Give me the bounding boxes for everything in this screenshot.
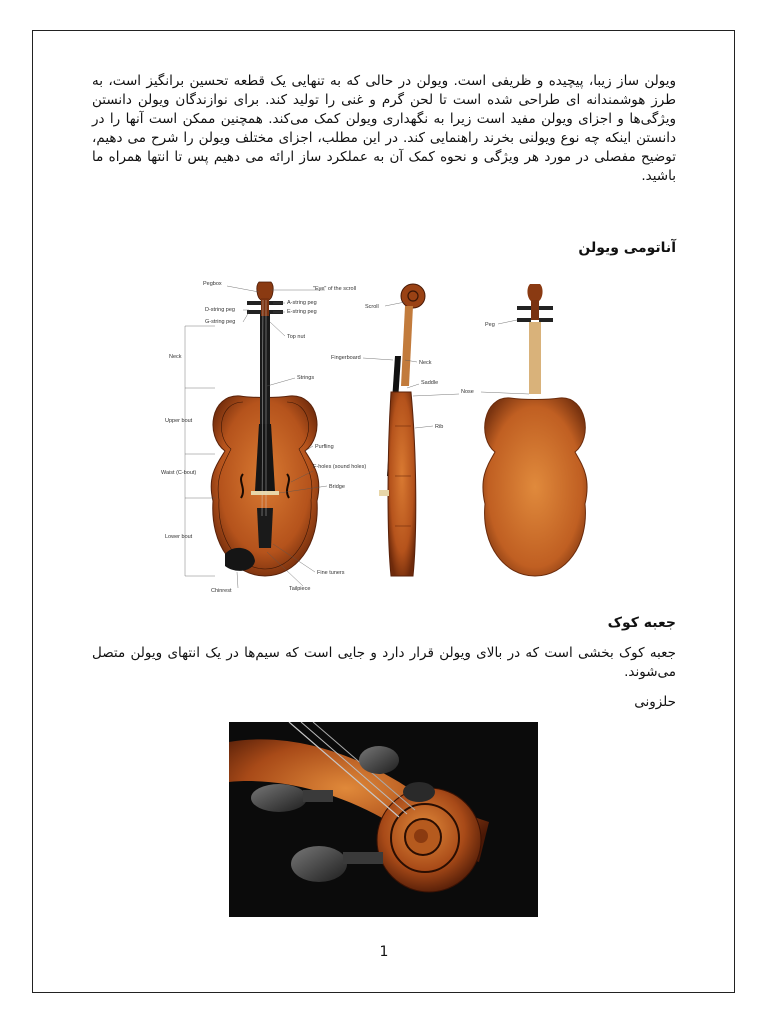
label-g-string-peg: G-string peg — [205, 319, 236, 325]
label-purfling: Purfling — [315, 444, 334, 450]
label-rib: Rib — [435, 424, 444, 430]
label-fine-tuners: Fine tuners — [317, 570, 345, 576]
scroll-caption: حلزونی — [634, 694, 676, 710]
label-nose: Nose — [461, 389, 474, 395]
label-chinrest: Chinrest — [211, 588, 232, 594]
label-saddle: Saddle — [421, 380, 439, 386]
label-peg: Peg — [485, 322, 495, 328]
page-number: 1 — [379, 944, 389, 960]
violin-back-view — [483, 284, 587, 576]
label-neck-side: Neck — [419, 360, 432, 366]
label-d-string-peg: D-string peg — [205, 307, 235, 313]
label-lower-bout: Lower bout — [165, 534, 193, 540]
violin-front-view — [211, 282, 319, 576]
label-upper-bout: Upper bout — [165, 418, 193, 424]
label-fingerboard: Fingerboard — [331, 355, 361, 361]
pegbox-heading: جعبه کوک — [607, 615, 676, 631]
pegbox-paragraph: جعبه کوک بخشی است که در بالای ویولن قرار دارد و جایی است که سیم‌ها در یک انتهای ویولن متصل می‌شوند. — [92, 645, 676, 680]
label-top-nut: Top nut — [287, 334, 306, 340]
label-e-string-peg: E-string peg — [287, 309, 317, 315]
label-scroll: Scroll — [365, 304, 379, 310]
label-a-string-peg: A-string peg — [287, 300, 317, 306]
violin-scroll-photo — [229, 722, 538, 917]
violin-side-view — [379, 284, 425, 576]
label-f-holes: F-holes (sound holes) — [313, 464, 367, 470]
label-tailpiece: Tailpiece — [289, 586, 311, 592]
anatomy-heading: آناتومی ویولن — [578, 240, 676, 256]
label-neck: Neck — [169, 354, 182, 360]
violin-anatomy-diagram — [155, 276, 595, 596]
intro-paragraph: ویولن ساز زیبا، پیچیده و ظریفی است. ویولن در حالی که به تنهایی یک قطعه تحسین برانگیز است، به طرز هوشمندانه ای طراحی شده است تا لحن گرم و غنی را تولید کند. برای نوازندگان ویولن دانستن ویژگی‌ها و اجزای ویولن مفید است زیرا به نگهداری ویولن کمک می‌کند. همچنین ممکن است آنها را در دانستن اینکه چه نوع ویولنی بخرند راهنمایی کند. در این مطلب، اجزای مختلف ویولن را شرح می دهیم، توضیح مفصلی در مورد هر ویژگی و نحوه کمک آن به عملکرد ساز ارائه می دهیم پس تا انتها همراه ما باشید. — [92, 73, 676, 184]
label-strings: Strings — [297, 375, 315, 381]
label-pegbox: Pegbox — [203, 281, 222, 287]
label-waist: Waist (C-bout) — [161, 470, 197, 476]
label-bridge: Bridge — [329, 484, 345, 490]
label-eye-of-scroll: "Eye" of the scroll — [313, 286, 357, 292]
